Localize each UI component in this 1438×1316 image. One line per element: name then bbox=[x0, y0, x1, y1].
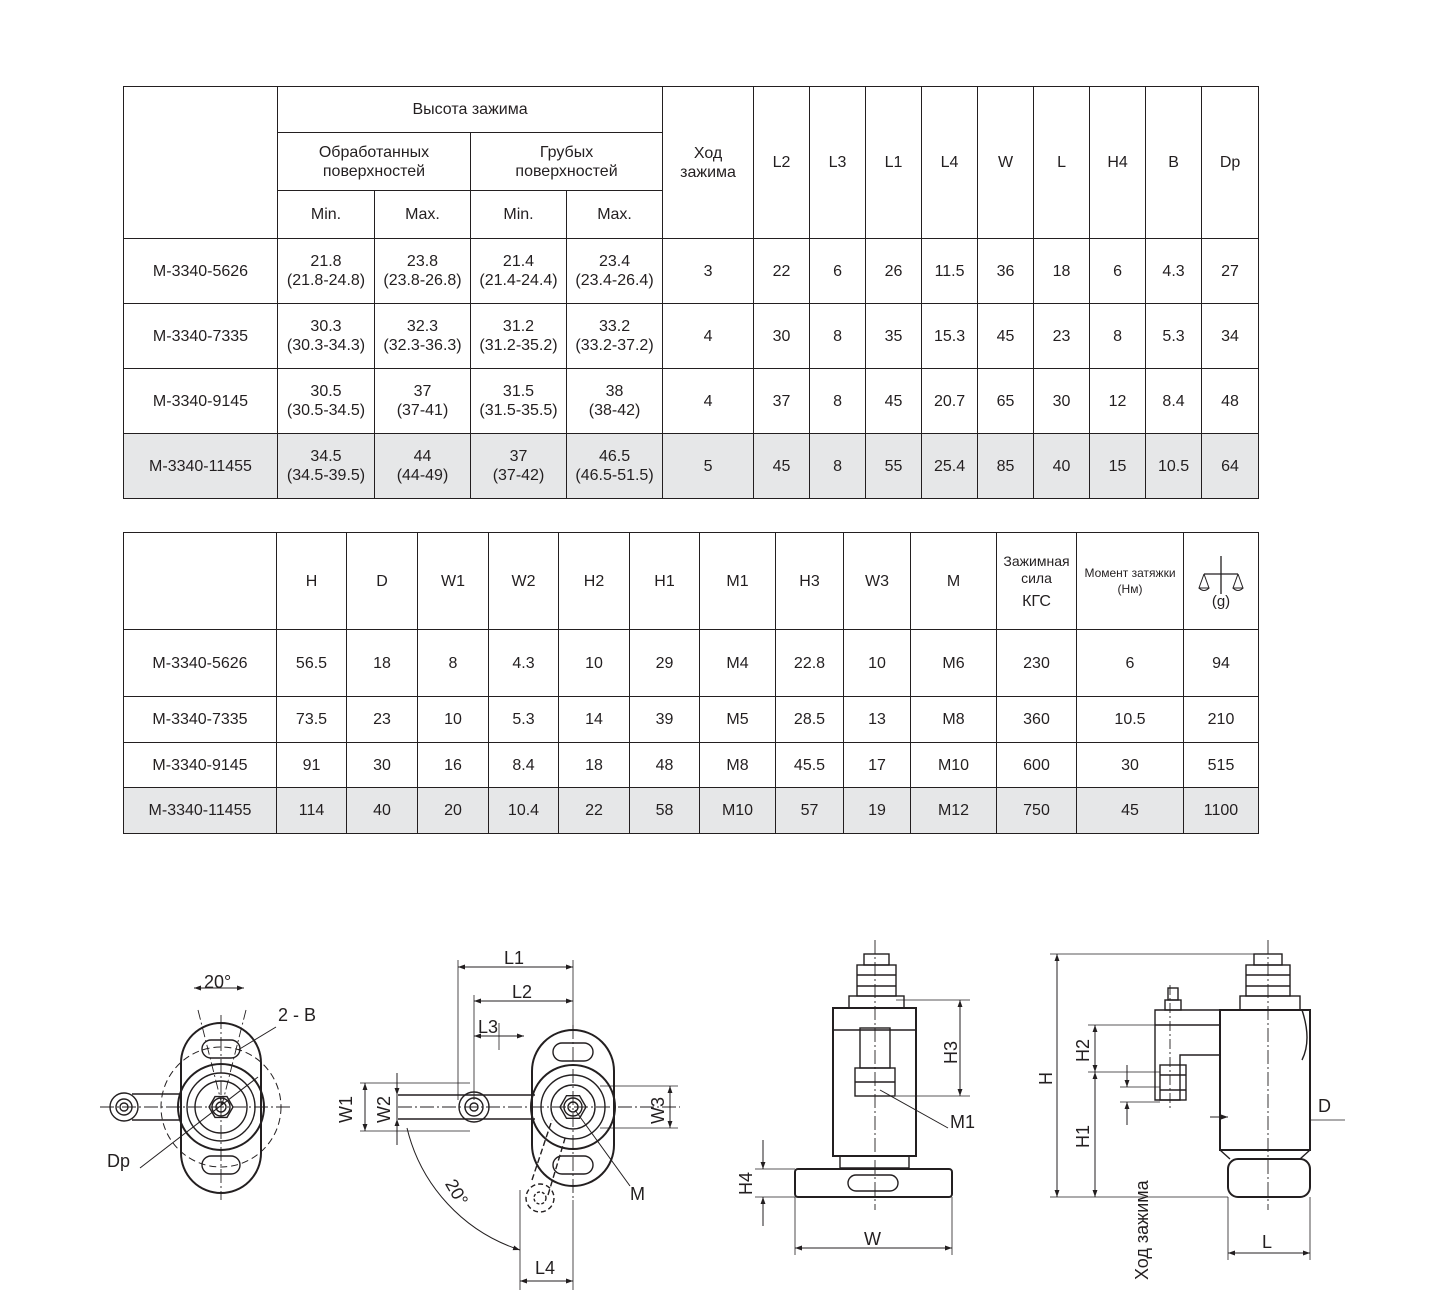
col-header: H3 bbox=[776, 533, 844, 630]
d3-w-label: W bbox=[864, 1229, 881, 1249]
height-cell: 38 (38-42) bbox=[567, 369, 663, 434]
value-cell: 30 bbox=[754, 304, 810, 369]
side-view-drawing bbox=[1050, 940, 1345, 1260]
value-cell: 12 bbox=[1090, 369, 1146, 434]
d1-angle-label: 20° bbox=[204, 972, 232, 992]
value-cell: 30 bbox=[347, 743, 418, 788]
value-cell: 13 bbox=[844, 697, 911, 743]
value-cell: M6 bbox=[911, 630, 997, 697]
stroke-header: Ход зажима bbox=[663, 87, 754, 239]
height-cell: 23.8 (23.8-26.8) bbox=[375, 239, 471, 304]
value-cell: 30 bbox=[1034, 369, 1090, 434]
value-cell: 94 bbox=[1184, 630, 1259, 697]
value-cell: 91 bbox=[277, 743, 347, 788]
col-header: L1 bbox=[866, 87, 922, 239]
value-cell: 37 bbox=[754, 369, 810, 434]
col-header: W2 bbox=[489, 533, 559, 630]
value-cell: 17 bbox=[844, 743, 911, 788]
value-cell: 45 bbox=[1077, 788, 1184, 834]
front-view-drawing bbox=[755, 940, 970, 1255]
value-cell: 65 bbox=[978, 369, 1034, 434]
value-cell: 15 bbox=[1090, 434, 1146, 499]
machined-surfaces-header: Обработанных поверхностей bbox=[278, 133, 471, 191]
value-cell: 5.3 bbox=[1146, 304, 1202, 369]
value-cell: 114 bbox=[277, 788, 347, 834]
d2-l4-label: L4 bbox=[535, 1258, 556, 1278]
value-cell: 29 bbox=[630, 630, 700, 697]
value-cell: 10.4 bbox=[489, 788, 559, 834]
arm-view-drawing bbox=[360, 960, 680, 1290]
value-cell: M4 bbox=[700, 630, 776, 697]
col-header: H1 bbox=[630, 533, 700, 630]
height-cell: 44 (44-49) bbox=[375, 434, 471, 499]
value-cell: 4.3 bbox=[1146, 239, 1202, 304]
clamp-height-header: Высота зажима bbox=[278, 87, 663, 133]
height-cell: 31.5 (31.5-35.5) bbox=[471, 369, 567, 434]
value-cell: 55 bbox=[866, 434, 922, 499]
height-cell: 34.5 (34.5-39.5) bbox=[278, 434, 375, 499]
value-cell: M10 bbox=[911, 743, 997, 788]
value-cell: M8 bbox=[700, 743, 776, 788]
d3-h3-label: H3 bbox=[941, 1040, 961, 1064]
height-cell: 32.3 (32.3-36.3) bbox=[375, 304, 471, 369]
d2-l3-label: L3 bbox=[478, 1017, 499, 1037]
d4-h1-label: H1 bbox=[1073, 1124, 1093, 1148]
value-cell: 8.4 bbox=[1146, 369, 1202, 434]
value-cell: 20.7 bbox=[922, 369, 978, 434]
col-header: L2 bbox=[754, 87, 810, 239]
height-cell: 23.4 (23.4-26.4) bbox=[567, 239, 663, 304]
d1-holes-label: 2 - B bbox=[278, 1005, 317, 1025]
value-cell: 36 bbox=[978, 239, 1034, 304]
clamping-force-header: Зажимная сила КГС bbox=[997, 533, 1077, 630]
d2-m-label: M bbox=[630, 1184, 645, 1204]
d2-l1-label: L1 bbox=[504, 948, 525, 968]
value-cell: 18 bbox=[559, 743, 630, 788]
value-cell: 56.5 bbox=[277, 630, 347, 697]
value-cell: 64 bbox=[1202, 434, 1259, 499]
value-cell: 4 bbox=[663, 369, 754, 434]
value-cell: 8 bbox=[418, 630, 489, 697]
col-header: B bbox=[1146, 87, 1202, 239]
value-cell: 22 bbox=[559, 788, 630, 834]
height-cell: 30.5 (30.5-34.5) bbox=[278, 369, 375, 434]
value-cell: 3 bbox=[663, 239, 754, 304]
value-cell: 25.4 bbox=[922, 434, 978, 499]
value-cell: 360 bbox=[997, 697, 1077, 743]
model-cell: M-3340-5626 bbox=[124, 239, 278, 304]
value-cell: M5 bbox=[700, 697, 776, 743]
model-cell: M-3340-5626 bbox=[124, 630, 277, 697]
value-cell: 48 bbox=[1202, 369, 1259, 434]
value-cell: 10 bbox=[559, 630, 630, 697]
col-header: H4 bbox=[1090, 87, 1146, 239]
d4-l-label: L bbox=[1262, 1232, 1273, 1252]
value-cell: 6 bbox=[810, 239, 866, 304]
value-cell: 30 bbox=[1077, 743, 1184, 788]
max-header: Max. bbox=[375, 191, 471, 239]
value-cell: 1100 bbox=[1184, 788, 1259, 834]
col-header: M1 bbox=[700, 533, 776, 630]
value-cell: 40 bbox=[1034, 434, 1090, 499]
height-cell: 31.2 (31.2-35.2) bbox=[471, 304, 567, 369]
d4-stroke-label: Ход зажима bbox=[1132, 1180, 1152, 1280]
col-header: D bbox=[347, 533, 418, 630]
value-cell: 73.5 bbox=[277, 697, 347, 743]
value-cell: 40 bbox=[347, 788, 418, 834]
value-cell: 230 bbox=[997, 630, 1077, 697]
max-header: Max. bbox=[567, 191, 663, 239]
col-header: M bbox=[911, 533, 997, 630]
weight-unit: (g) bbox=[1211, 593, 1231, 610]
value-cell: 515 bbox=[1184, 743, 1259, 788]
col-header: Dp bbox=[1202, 87, 1259, 239]
d3-h4-label: H4 bbox=[736, 1171, 756, 1195]
d1-dp-label: Dp bbox=[107, 1151, 131, 1171]
value-cell: 57 bbox=[776, 788, 844, 834]
value-cell: 14 bbox=[559, 697, 630, 743]
value-cell: 18 bbox=[347, 630, 418, 697]
height-cell: 30.3 (30.3-34.3) bbox=[278, 304, 375, 369]
height-cell: 33.2 (33.2-37.2) bbox=[567, 304, 663, 369]
value-cell: 39 bbox=[630, 697, 700, 743]
model-cell: M-3340-11455 bbox=[124, 788, 277, 834]
value-cell: 58 bbox=[630, 788, 700, 834]
value-cell: 28.5 bbox=[776, 697, 844, 743]
d4-h2-label: H2 bbox=[1073, 1038, 1093, 1062]
value-cell: M8 bbox=[911, 697, 997, 743]
value-cell: 6 bbox=[1077, 630, 1184, 697]
d2-w2-label: W2 bbox=[374, 1096, 394, 1123]
value-cell: 8.4 bbox=[489, 743, 559, 788]
value-cell: 18 bbox=[1034, 239, 1090, 304]
col-header: L bbox=[1034, 87, 1090, 239]
value-cell: 10 bbox=[844, 630, 911, 697]
value-cell: 22.8 bbox=[776, 630, 844, 697]
value-cell: 48 bbox=[630, 743, 700, 788]
height-cell: 21.4 (21.4-24.4) bbox=[471, 239, 567, 304]
col-header: H bbox=[277, 533, 347, 630]
value-cell: 45.5 bbox=[776, 743, 844, 788]
value-cell: 4.3 bbox=[489, 630, 559, 697]
height-cell: 37 (37-41) bbox=[375, 369, 471, 434]
d4-d-label: D bbox=[1318, 1096, 1331, 1116]
value-cell: 4 bbox=[663, 304, 754, 369]
min-header: Min. bbox=[471, 191, 567, 239]
d2-w1-label: W1 bbox=[336, 1096, 356, 1123]
col-header: H2 bbox=[559, 533, 630, 630]
value-cell: 23 bbox=[1034, 304, 1090, 369]
value-cell: 34 bbox=[1202, 304, 1259, 369]
height-cell: 46.5 (46.5-51.5) bbox=[567, 434, 663, 499]
d2-l2-label: L2 bbox=[512, 982, 533, 1002]
value-cell: 8 bbox=[810, 369, 866, 434]
value-cell: 45 bbox=[866, 369, 922, 434]
col-header: W1 bbox=[418, 533, 489, 630]
model-cell: M-3340-7335 bbox=[124, 697, 277, 743]
value-cell: M12 bbox=[911, 788, 997, 834]
col-header: W3 bbox=[844, 533, 911, 630]
d2-angle-label: 20° bbox=[441, 1175, 473, 1210]
min-header: Min. bbox=[278, 191, 375, 239]
value-cell: 19 bbox=[844, 788, 911, 834]
value-cell: 11.5 bbox=[922, 239, 978, 304]
value-cell: 10 bbox=[418, 697, 489, 743]
height-cell: 37 (37-42) bbox=[471, 434, 567, 499]
value-cell: 5.3 bbox=[489, 697, 559, 743]
value-cell: 45 bbox=[754, 434, 810, 499]
value-cell: 210 bbox=[1184, 697, 1259, 743]
value-cell: 35 bbox=[866, 304, 922, 369]
d3-m1-label: M1 bbox=[950, 1112, 976, 1132]
d2-w3-label: W3 bbox=[648, 1097, 668, 1124]
value-cell: 8 bbox=[810, 434, 866, 499]
value-cell: 6 bbox=[1090, 239, 1146, 304]
value-cell: 8 bbox=[810, 304, 866, 369]
d4-h-label: H bbox=[1036, 1072, 1056, 1085]
value-cell: 5 bbox=[663, 434, 754, 499]
value-cell: 26 bbox=[866, 239, 922, 304]
col-header: L4 bbox=[922, 87, 978, 239]
value-cell: 750 bbox=[997, 788, 1077, 834]
value-cell: 15.3 bbox=[922, 304, 978, 369]
value-cell: 45 bbox=[978, 304, 1034, 369]
value-cell: 10.5 bbox=[1146, 434, 1202, 499]
value-cell: 20 bbox=[418, 788, 489, 834]
col-header: L3 bbox=[810, 87, 866, 239]
value-cell: M10 bbox=[700, 788, 776, 834]
model-cell: M-3340-9145 bbox=[124, 743, 277, 788]
value-cell: 8 bbox=[1090, 304, 1146, 369]
value-cell: 16 bbox=[418, 743, 489, 788]
col-header: W bbox=[978, 87, 1034, 239]
value-cell: 27 bbox=[1202, 239, 1259, 304]
value-cell: 85 bbox=[978, 434, 1034, 499]
torque-header: Момент затяжки (Нм) bbox=[1077, 533, 1184, 630]
value-cell: 10.5 bbox=[1077, 697, 1184, 743]
value-cell: 22 bbox=[754, 239, 810, 304]
value-cell: 600 bbox=[997, 743, 1077, 788]
model-cell: M-3340-9145 bbox=[124, 369, 278, 434]
height-cell: 21.8 (21.8-24.8) bbox=[278, 239, 375, 304]
model-cell: M-3340-11455 bbox=[124, 434, 278, 499]
rough-surfaces-header: Грубых поверхностей bbox=[471, 133, 663, 191]
model-cell: M-3340-7335 bbox=[124, 304, 278, 369]
value-cell: 23 bbox=[347, 697, 418, 743]
